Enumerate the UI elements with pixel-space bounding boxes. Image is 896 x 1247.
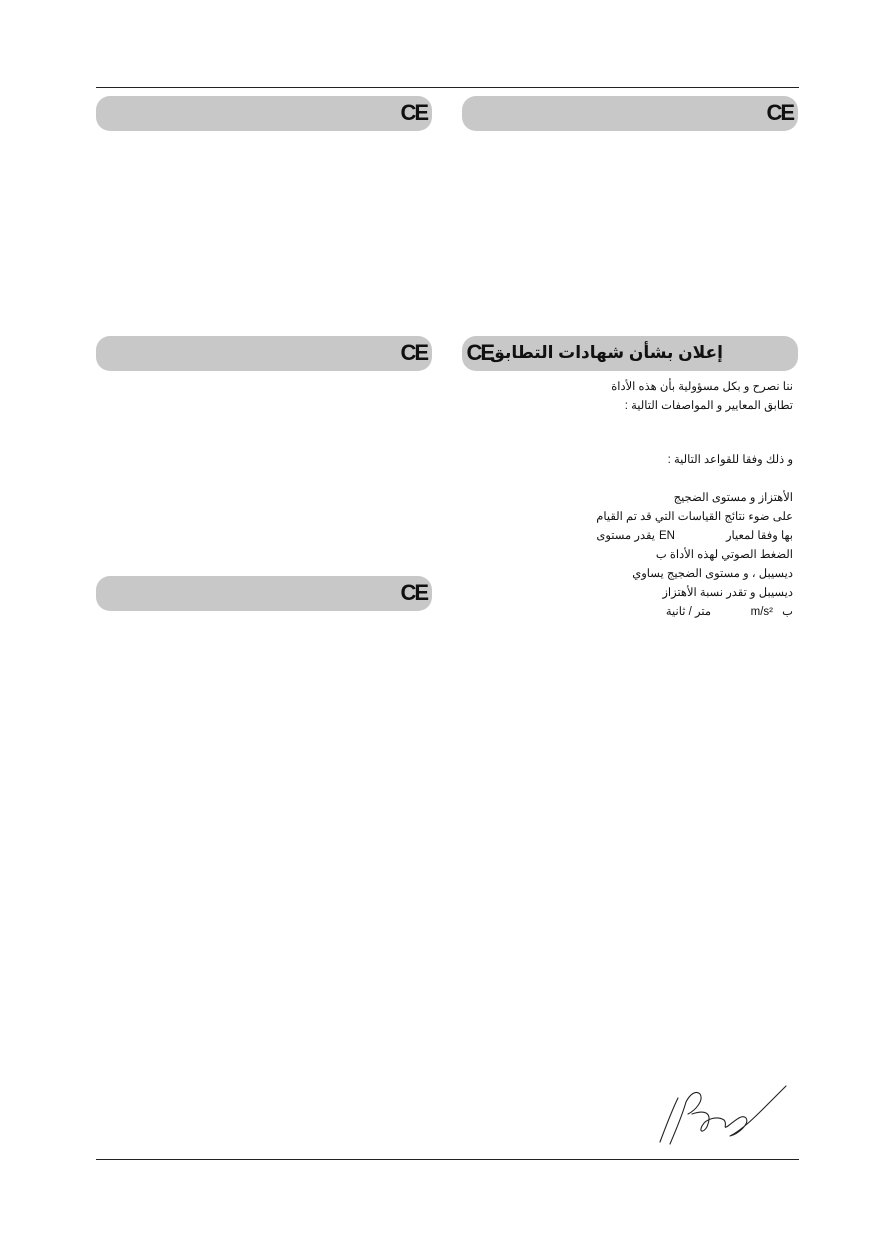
noise-heading: الأهتزاز و مستوى الضجيج (673, 492, 793, 504)
signature-image (652, 1080, 792, 1150)
header-bar-mid-right (462, 336, 798, 371)
noise-line: الضغط الصوتي لهذه الأداة ب (655, 549, 793, 561)
noise-line: على ضوء نتائج القياسات التي قد تم القيام (596, 511, 793, 523)
noise-text: ب (782, 606, 793, 618)
ce-mark: CE (400, 100, 427, 125)
noise-text: بها وفقا لمعيار (726, 530, 793, 542)
unit-text: متر / ثانية (665, 606, 711, 618)
bottom-rule (96, 1159, 799, 1160)
noise-line-standard (596, 527, 793, 546)
ce-mark: CE (400, 580, 427, 605)
declaration-line: ننا نصرح و بكل مسؤولية بأن هذه الأداة (611, 381, 793, 393)
top-rule (96, 87, 799, 88)
noise-text: يقدر مستوى (596, 530, 655, 542)
unit-text: m/s² (750, 606, 773, 618)
noise-text: EN (659, 530, 675, 542)
declaration-line: تطابق المعايير و المواصفات التالية : (624, 400, 793, 412)
noise-line-units (596, 603, 793, 622)
ce-mark: CE (400, 340, 427, 365)
header-bar-top-right (462, 96, 798, 131)
declaration-block (596, 378, 793, 622)
noise-line: ديسيبل و تقدر نسبة الأهتزاز (662, 587, 793, 599)
header-bar-mid-left (96, 336, 432, 371)
declaration-title: إعلان بشأن شهادات التطابق (489, 343, 723, 362)
ce-mark: CE (766, 100, 793, 125)
header-bar-lower-left (96, 576, 432, 611)
ce-mark: CE (466, 340, 493, 365)
header-bar-top-left (96, 96, 432, 131)
noise-line: ديسيبل ، و مستوى الضجيج يساوي (632, 568, 793, 580)
declaration-line: و ذلك وفقا للقواعد التالية : (667, 454, 793, 466)
